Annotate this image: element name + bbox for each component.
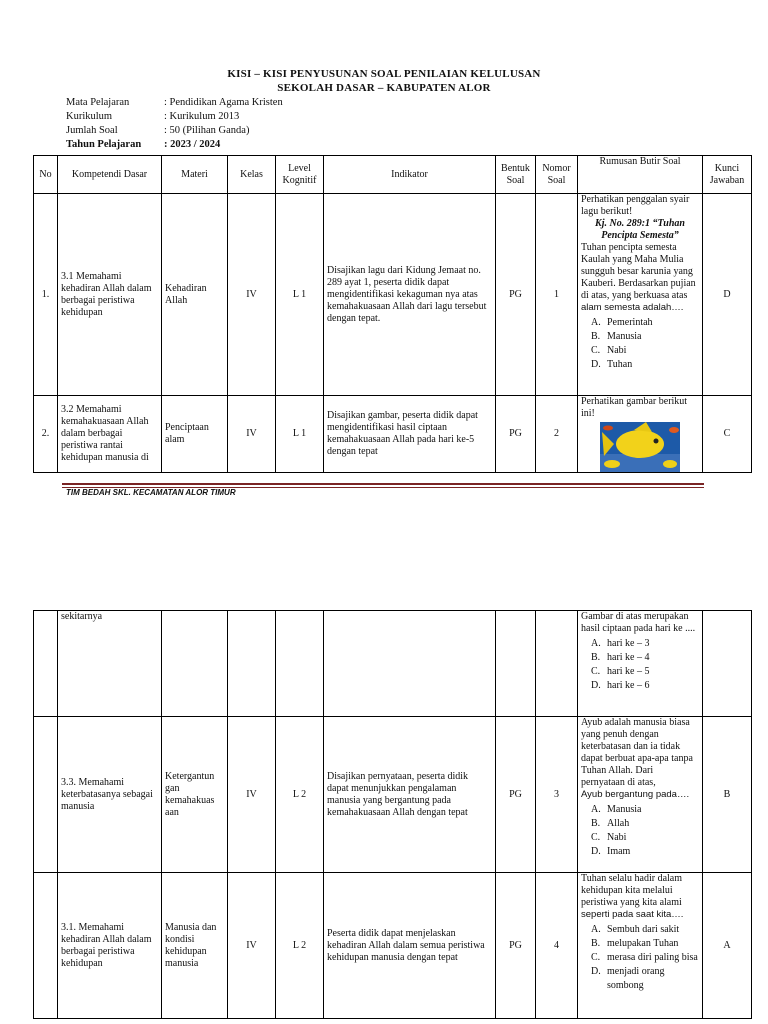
question-body: Ayub adalah manusia biasa yang penuh dengan keterbatasan dan ia tidak dapat berbuat apa-apa tanpa Tuhan Allah. Dari pernyataan di atas,	[581, 717, 693, 788]
rumusan-butir-soal	[578, 717, 703, 873]
column-header: Kelas	[228, 156, 276, 194]
rumusan-butir-soal	[578, 396, 703, 473]
bentuk-soal: PG	[496, 717, 536, 873]
question-intro: Perhatikan penggalan syair lagu berikut!	[581, 194, 690, 217]
rumusan-butir-soal	[578, 873, 703, 1019]
answer-option	[581, 679, 699, 693]
level-kognitif: L 2	[276, 873, 324, 1019]
option-letter: B.	[591, 818, 601, 829]
option-letter: D.	[591, 966, 601, 977]
table-row	[34, 717, 752, 873]
option-text: merasa diri paling bisa	[607, 952, 698, 963]
bentuk-soal: PG	[496, 194, 536, 396]
option-text: Sembuh dari sakit	[607, 924, 680, 935]
option-text: Nabi	[607, 832, 627, 843]
option-text: Pemerintah	[607, 317, 653, 328]
answer-option	[581, 344, 699, 358]
option-text: Allah	[607, 818, 630, 829]
indikator: Disajikan gambar, peserta didik dapat mengidentifikasi hasil ciptaan kemahakuasaan Allah pada hari ke-5 dengan tepat	[324, 396, 496, 473]
info-value: : 50 (Pilihan Ganda)	[164, 125, 250, 136]
rumusan-butir-soal	[578, 611, 703, 717]
level-kognitif: L 2	[276, 717, 324, 873]
answer-options	[581, 637, 699, 693]
question-body: Gambar di atas merupakan hasil ciptaan pada hari ke ....	[581, 611, 696, 634]
answer-option	[581, 358, 699, 372]
kompetensi-dasar: 3.2 Memahami kemahakuasaan Allah dalam berbagai peristiwa rantai kehidupan manusia di	[58, 396, 162, 473]
nomor-soal: 1	[536, 194, 578, 396]
option-letter: A.	[591, 804, 601, 815]
footer-team-label: TIM BEDAH SKL. KECAMATAN ALOR TIMUR	[66, 488, 236, 497]
option-letter: D.	[591, 359, 601, 370]
question-prompt: alam semesta adalah….	[581, 302, 684, 313]
column-header: Bentuk Soal	[496, 156, 536, 194]
option-text: menjadi orang sombong	[607, 966, 665, 991]
materi: Manusia dan kondisi kehidupan manusia	[162, 873, 228, 1019]
column-header: Kunci Jawaban	[703, 156, 752, 194]
level-kognitif: L 1	[276, 396, 324, 473]
kompetensi-dasar: 3.1. Memahami kehadiran Allah dalam berbagai peristiwa kehidupan	[58, 873, 162, 1019]
info-label: Kurikulum	[66, 111, 113, 122]
materi: Ketergantun gan kemahakuas aan	[162, 717, 228, 873]
kunci-jawaban: A	[703, 873, 752, 1019]
nomor-soal: 2	[536, 396, 578, 473]
info-label: Jumlah Soal	[66, 125, 118, 136]
option-letter: A.	[591, 924, 601, 935]
answer-option	[581, 651, 699, 665]
question-body: Tuhan pencipta semesta Kaulah yang Maha Mulia sungguh besar karunia yang Kauberi. Berdasarkan pujian di atas, yang berkuasa atas	[581, 242, 696, 301]
answer-option	[581, 330, 699, 344]
info-value: : Kurikulum 2013	[164, 111, 240, 122]
answer-options	[581, 316, 699, 372]
option-text: hari ke – 4	[607, 652, 650, 663]
option-text: Manusia	[607, 331, 642, 342]
kunci-jawaban: D	[703, 194, 752, 396]
option-letter: B.	[591, 331, 601, 342]
song-reference: Kj. No. 289:1 “Tuhan Pencipta Semesta”	[595, 218, 685, 241]
bentuk-soal: PG	[496, 396, 536, 473]
row-number: 1.	[34, 194, 58, 396]
info-label: Mata Pelajaran	[66, 97, 130, 108]
option-letter: C.	[591, 345, 601, 356]
column-header: Materi	[162, 156, 228, 194]
materi: Penciptaan alam	[162, 396, 228, 473]
table-row	[34, 194, 752, 396]
answer-options	[581, 803, 699, 859]
kisi-table	[33, 155, 752, 473]
option-text: hari ke – 6	[607, 680, 650, 691]
bentuk-soal: PG	[496, 873, 536, 1019]
option-letter: A.	[591, 638, 601, 649]
kisi-table-continued	[33, 610, 752, 1019]
indikator: Disajikan pernyataan, peserta didik dapat menunjukkan pengalaman manusia yang bergantung pada kemahakuasaan Allah dengan tepat	[324, 717, 496, 873]
option-letter: A.	[591, 317, 601, 328]
column-header: Nomor Soal	[536, 156, 578, 194]
info-value: : 2023 / 2024	[164, 139, 221, 150]
option-text: Nabi	[607, 345, 627, 356]
table-row	[34, 396, 752, 473]
question-prompt: seperti pada saat kita….	[581, 909, 684, 920]
question-body: Tuhan selalu hadir dalam kehidupan kita melalui peristiwa yang kita alami	[581, 873, 683, 908]
doc-title: KISI – KISI PENYUSUNAN SOAL PENILAIAN KELULUSAN	[227, 68, 541, 80]
table-header-row	[34, 156, 752, 194]
option-letter: D.	[591, 680, 601, 691]
footer-rule	[62, 483, 704, 485]
kunci-jawaban: C	[703, 396, 752, 473]
answer-option	[581, 845, 699, 859]
rumusan-butir-soal	[578, 194, 703, 396]
kelas: IV	[228, 873, 276, 1019]
option-text: Manusia	[607, 804, 642, 815]
option-letter: B.	[591, 938, 601, 949]
kompetensi-dasar: 3.1 Memahami kehadiran Allah dalam berbagai peristiwa kehidupan	[58, 194, 162, 396]
option-letter: C.	[591, 832, 601, 843]
nomor-soal: 3	[536, 717, 578, 873]
materi: Kehadiran Allah	[162, 194, 228, 396]
kompetensi-dasar: sekitarnya	[58, 611, 162, 717]
kelas: IV	[228, 194, 276, 396]
info-label: Tahun Pelajaran	[66, 139, 142, 150]
option-text: melupakan Tuhan	[607, 938, 679, 949]
answer-option	[581, 951, 699, 965]
option-letter: C.	[591, 666, 601, 677]
answer-option	[581, 316, 699, 330]
answer-option	[581, 665, 699, 679]
column-header: Level Kognitif	[276, 156, 324, 194]
table-row	[34, 611, 752, 717]
kunci-jawaban: B	[703, 717, 752, 873]
nomor-soal: 4	[536, 873, 578, 1019]
table-row	[34, 873, 752, 1019]
indikator: Peserta didik dapat menjelaskan kehadiran Allah dalam semua peristiwa kehidupan manusia dengan tepat	[324, 873, 496, 1019]
option-text: Tuhan	[607, 359, 633, 370]
column-header: Kompetendi Dasar	[58, 156, 162, 194]
option-text: Imam	[607, 846, 631, 857]
answer-option	[581, 817, 699, 831]
fish-image	[600, 422, 680, 472]
indikator: Disajikan lagu dari Kidung Jemaat no. 289 ayat 1, peserta didik dapat mengidentifikasi kekaguman nya atas kemahakuasaan Allah dari lagu tersebut dengan tepat.	[324, 194, 496, 396]
answer-option	[581, 937, 699, 951]
answer-option	[581, 803, 699, 817]
column-header: Rumusan Butir Soal	[578, 156, 703, 194]
answer-option	[581, 637, 699, 651]
answer-option	[581, 965, 699, 993]
info-value: : Pendidikan Agama Kristen	[164, 97, 283, 108]
column-header: Indikator	[324, 156, 496, 194]
option-text: hari ke – 5	[607, 666, 650, 677]
answer-options	[581, 923, 699, 993]
option-letter: D.	[591, 846, 601, 857]
question-prompt: Ayub bergantung pada….	[581, 789, 690, 800]
answer-option	[581, 923, 699, 937]
question-intro: Perhatikan gambar berikut ini!	[581, 396, 688, 419]
kelas: IV	[228, 396, 276, 473]
doc-subtitle: SEKOLAH DASAR – KABUPATEN ALOR	[277, 82, 491, 94]
option-letter: C.	[591, 952, 601, 963]
level-kognitif: L 1	[276, 194, 324, 396]
kelas: IV	[228, 717, 276, 873]
answer-option	[581, 831, 699, 845]
option-text: hari ke – 3	[607, 638, 650, 649]
column-header: No	[34, 156, 58, 194]
row-number: 2.	[34, 396, 58, 473]
option-letter: B.	[591, 652, 601, 663]
kompetensi-dasar: 3.3. Memahami keterbatasanya sebagai manusia	[58, 717, 162, 873]
